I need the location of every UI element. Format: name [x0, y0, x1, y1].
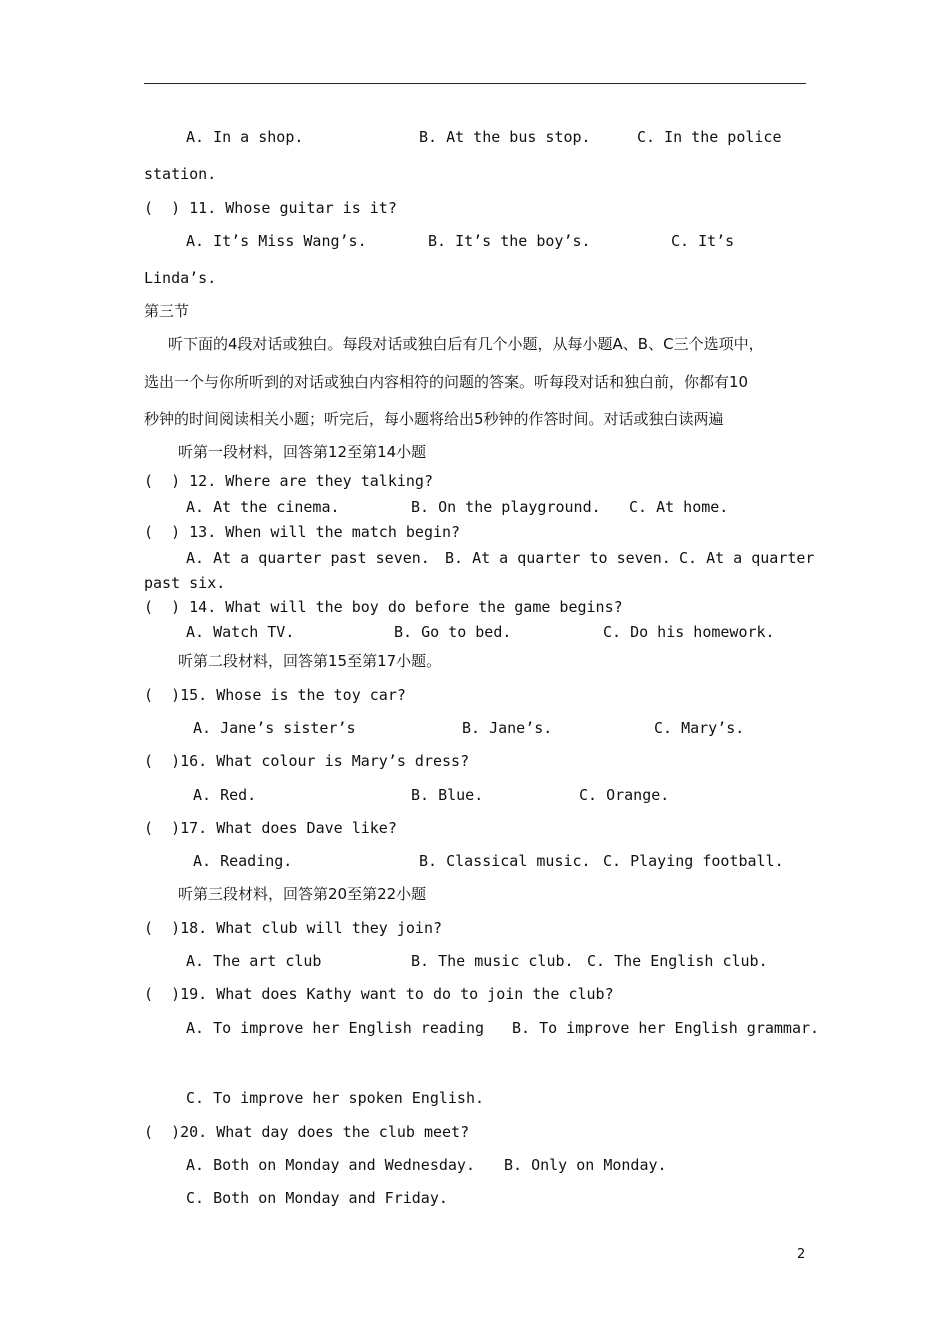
- q16-option-a: A. Red.: [193, 786, 257, 804]
- page-number: 2: [797, 1247, 806, 1262]
- q18-stem: ( )18. What club will they join?: [144, 919, 443, 937]
- q20-option-c: C. Both on Monday and Friday.: [186, 1189, 448, 1207]
- q20-option-b: B. Only on Monday.: [504, 1156, 667, 1174]
- part3-title: 听第三段材料，回答第20至第22小题: [178, 885, 427, 903]
- q20-option-a: A. Both on Monday and Wednesday.: [186, 1156, 475, 1174]
- q13-option-c: C. At a quarter: [679, 549, 815, 567]
- q19-stem: ( )19. What does Kathy want to do to join the club?: [144, 985, 614, 1003]
- q13-option-b: B. At a quarter to seven.: [445, 549, 671, 567]
- instructions-line-3: 秒钟的时间阅读相关小题；听完后，每小题将给出5秒钟的作答时间。对话或独白读两遍: [144, 410, 724, 428]
- q12-option-b: B. On the playground.: [411, 498, 601, 516]
- q18-option-b: B. The music club.: [411, 952, 574, 970]
- q12-stem: ( ) 12. Where are they talking?: [144, 472, 433, 490]
- q19-option-c: C. To improve her spoken English.: [186, 1089, 485, 1107]
- q12-option-c: C. At home.: [629, 498, 729, 516]
- q11-option-a: A. It’s Miss Wang’s.: [186, 232, 367, 250]
- instructions-line-1: 听下面的4段对话或独白。每段对话或独白后有几个小题，从每小题A、B、C三个选项中，: [168, 335, 764, 353]
- q17-option-b: B. Classical music.: [419, 852, 591, 870]
- q10-option-b: B. At the bus stop.: [419, 128, 591, 146]
- q10-option-c: C. In the police: [637, 128, 782, 146]
- q13-option-a: A. At a quarter past seven.: [186, 549, 430, 567]
- q15-option-a: A. Jane’s sister’s: [193, 719, 356, 737]
- q11-option-c: C. It’s: [671, 232, 735, 250]
- q20-stem: ( )20. What day does the club meet?: [144, 1123, 470, 1141]
- part2-title: 听第二段材料，回答第15至第17小题。: [178, 652, 442, 670]
- q11-option-b: B. It’s the boy’s.: [428, 232, 591, 250]
- q18-option-a: A. The art club: [186, 952, 322, 970]
- q19-option-b: B. To improve her English grammar.: [512, 1019, 820, 1037]
- q10-option-a: A. In a shop.: [186, 128, 304, 146]
- q15-stem: ( )15. Whose is the toy car?: [144, 686, 406, 704]
- q16-option-c: C. Orange.: [579, 786, 670, 804]
- q14-option-b: B. Go to bed.: [394, 623, 512, 641]
- q13-option-c-cont: past six.: [144, 574, 226, 592]
- q15-option-c: C. Mary’s.: [654, 719, 745, 737]
- q19-option-a: A. To improve her English reading: [186, 1019, 485, 1037]
- q14-option-a: A. Watch TV.: [186, 623, 295, 641]
- header-rule: [144, 83, 806, 84]
- q14-stem: ( ) 14. What will the boy do before the game begins?: [144, 598, 623, 616]
- section-heading: 第三节: [144, 302, 190, 320]
- q11-option-c-cont: Linda’s.: [144, 269, 217, 287]
- q16-stem: ( )16. What colour is Mary’s dress?: [144, 752, 470, 770]
- part1-title: 听第一段材料，回答第12至第14小题: [178, 443, 427, 461]
- q17-stem: ( )17. What does Dave like?: [144, 819, 397, 837]
- q17-option-c: C. Playing football.: [603, 852, 784, 870]
- q15-option-b: B. Jane’s.: [462, 719, 553, 737]
- q16-option-b: B. Blue.: [411, 786, 484, 804]
- q17-option-a: A. Reading.: [193, 852, 293, 870]
- q13-stem: ( ) 13. When will the match begin?: [144, 523, 461, 541]
- q11-stem: ( ) 11. Whose guitar is it?: [144, 199, 397, 217]
- instructions-line-2: 选出一个与你所听到的对话或独白内容相符的问题的答案。听每段对话和独白前，你都有10: [144, 373, 749, 391]
- q12-option-a: A. At the cinema.: [186, 498, 340, 516]
- q14-option-c: C. Do his homework.: [603, 623, 775, 641]
- q18-option-c: C. The English club.: [587, 952, 768, 970]
- q10-option-c-cont: station.: [144, 165, 217, 183]
